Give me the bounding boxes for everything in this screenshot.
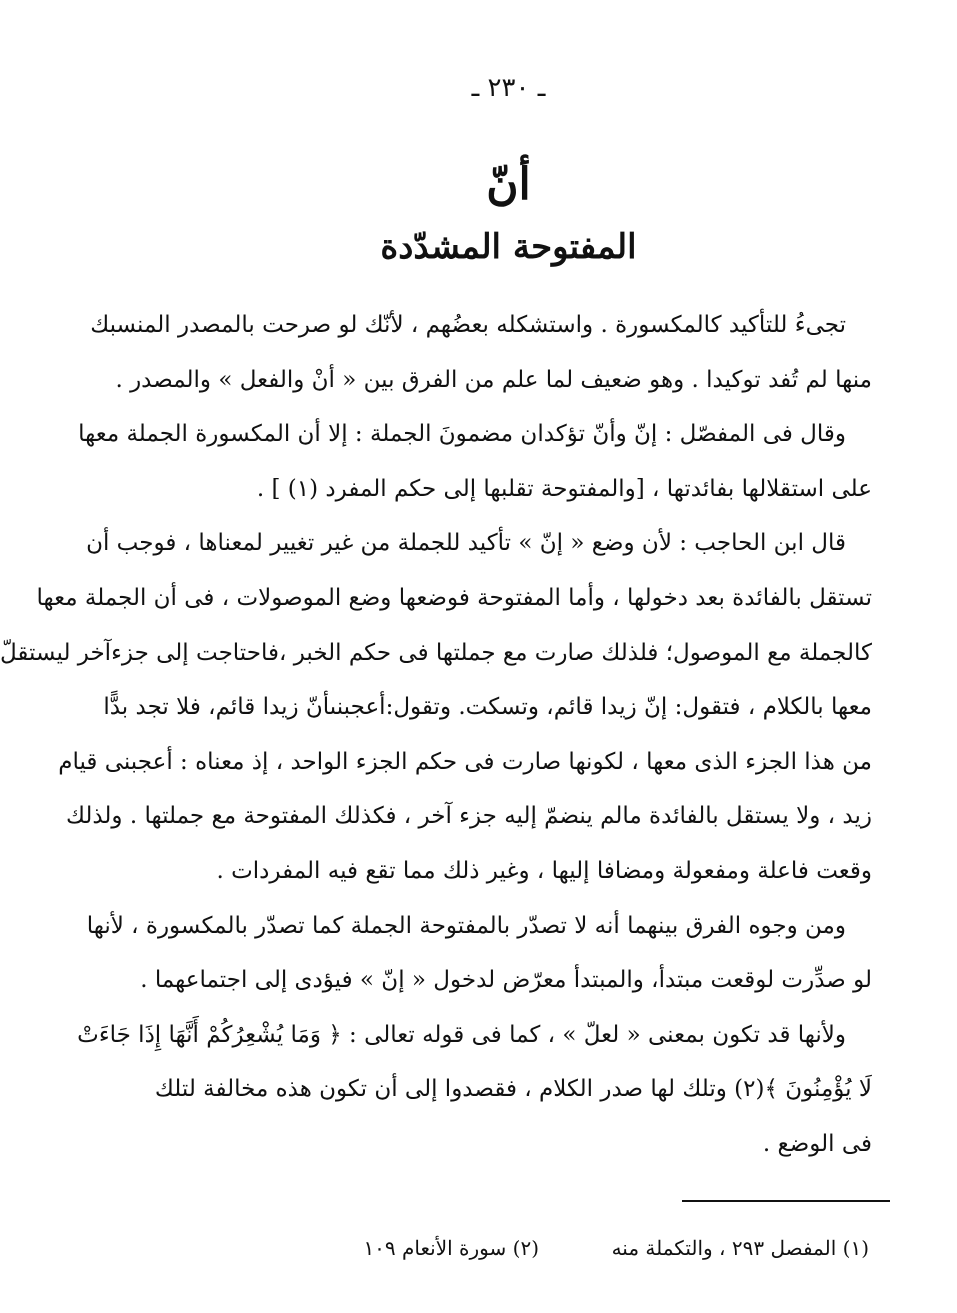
footnote-divider xyxy=(682,1200,890,1202)
section-subtitle: المفتوحة المشدّدة xyxy=(380,227,637,267)
footnote-1: (١) المفصل ٢٩٣ ، والتكملة منه xyxy=(611,1236,869,1260)
text-line: لَا يُؤْمِنُونَ ﴾(٢) وتلك لها صدر الكلام ، فقصدوا إلى أن تكون هذه مخالفة لتلك xyxy=(154,1076,872,1103)
text-line: كالجملة مع الموصول؛ فلذلك صارت مع جملتها فى حكم الخبر ،فاحتاجت إلى جزءآخر ليستقلّ xyxy=(0,639,872,666)
text-line: قال ابن الحاجب : لأن وضع « إنّ » تأكيد للجملة من غير تغيير لمعناها ، فوجب أن xyxy=(86,530,846,557)
section-title: أنّ xyxy=(486,159,531,210)
text-line: من هذا الجزء الذى معها ، لكونها صارت فى حكم الجزء الواحد ، إذ معناه : أعجبنى قيام xyxy=(58,748,872,775)
footnote-2: (٢) سورة الأنعام ١٠٩ xyxy=(363,1236,539,1260)
text-line: ومن وجوه الفرق بينهما أنه لا تصدّر بالمفتوحة الجملة كما تصدّر بالمكسورة ، لأنها xyxy=(86,912,846,939)
text-line: منها لم تُفد توكيدا . وهو ضعيف لما علم من الفرق بين « أنْ والفعل » والمصدر . xyxy=(115,366,872,393)
text-line: تستقل بالفائدة بعد دخولها ، وأما المفتوحة فوضعها وضع الموصولات ، فى أن الجملة معها xyxy=(36,584,872,611)
page-number: ـ ٢٣٠ ـ xyxy=(471,73,546,103)
text-line: تجىءُ للتأكيد كالمكسورة . واستشكله بعضُهم ، لأنّك لو صرحت بالمصدر المنسبك xyxy=(90,312,846,338)
text-line: زيد ، ولا يستقل بالفائدة مالم ينضمّ إليه جزء آخر ، فكذلك المفتوحة مع جملتها . ولذلك xyxy=(65,803,872,830)
text-line: وقعت فاعلة ومفعولة ومضافا إليها ، وغير ذلك مما تقع فيه المفردات . xyxy=(216,857,872,884)
text-line: فى الوضع . xyxy=(762,1130,872,1157)
text-line: ولأنها قد تكون بمعنى « لعلّ » ، كما فى قوله تعالى : ﴿ وَمَا يُشْعِرُكُمْ أَنَّهَا إِذَا جَاءَتْ xyxy=(77,1021,846,1048)
text-line: وقال فى المفصّل : إنّ وأنّ تؤكدان مضمونَ الجملة : إلا أن المكسورة الجملة معها xyxy=(78,421,846,448)
text-line: معها بالكلام ، فتقول: إنّ زيدا قائم، وتسكت. وتقول:أعجبنىأنّ زيدا قائم، فلا تجد بدًّا xyxy=(103,694,872,721)
text-line: على استقلالها بفائدتها ، [والمفتوحة تقلبها إلى حكم المفرد (١) ] . xyxy=(256,475,872,502)
text-line: لو صدِّرت لوقعت مبتدأ، والمبتدأ معرّض لدخول « إنّ » فيؤدى إلى اجتماعهما . xyxy=(140,967,872,994)
body-text xyxy=(0,298,872,1172)
